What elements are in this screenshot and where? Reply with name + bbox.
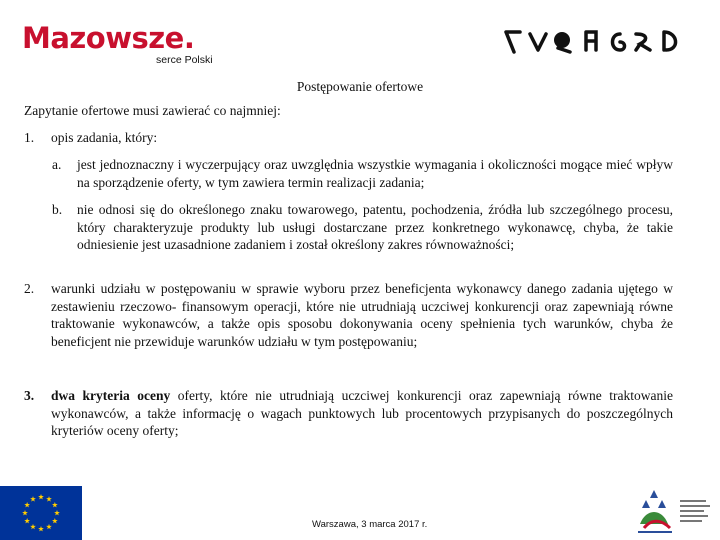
document-intro: Zapytanie ofertowe musi zawierać co najmniej: [24, 103, 281, 118]
item-text: opis zadania, który: [51, 130, 158, 145]
item-number: 1. [24, 130, 35, 145]
subitem-letter: b. [52, 202, 63, 217]
leader-logo-icon [500, 26, 700, 56]
item-text: warunki udziału w postępowaniu w sprawie wyboru przez beneficjenta wykonawcy danego zadania ujętego w zestawieniu rzeczowo- finansowym operacji, które nie utrudniają uczciwej konkurencji oraz zapewniają równe traktowanie wykonawców, a także opis sposobu dokonywania oceny spełnienia tych warunków, chyba że beneficjent nie przewiduje warunków udziału w tym postępowaniu; [51, 281, 673, 349]
item-number: 3. [24, 388, 35, 403]
footer-date: Warszawa, 3 marca 2017 r. [312, 519, 428, 530]
mazowsze-logo-wordmark: Mazowsze. [22, 21, 195, 55]
item-bold-prefix: dwa kryteria oceny [51, 388, 171, 403]
eu-flag-icon [0, 486, 82, 540]
subitem-letter: a. [52, 157, 62, 172]
rural-development-programme-logo-icon [632, 484, 720, 540]
item-text-rest: oferty, które nie utrudniają uczciwej konkurencji oraz zapewniają równe traktowanie wykonawców, a także informację o wagach punktowych lub procentowych przypisanych do poszczególnych kryteriów oceny oferty; [51, 388, 674, 438]
subitem-text: nie odnosi się do określonego znaku towarowego, patentu, pochodzenia, źródła lub szczególnego procesu, który charakteryzuje produkty lub usługi dostarczane przez konkretnego wykonawcę, chyba, że takie odniesienie jest uzasadnione zadaniem i został określony zakres równoważności; [77, 202, 673, 252]
item-text [51, 387, 673, 440]
item-number: 2. [24, 281, 35, 296]
mazowsze-logo [22, 22, 232, 68]
subitem-text: jest jednoznaczny i wyczerpujący oraz uwzględnia wszystkie wymagania i okoliczności mogące mieć wpływ na sporządzenie oferty, w tym zawiera termin realizacji zadania; [77, 157, 673, 190]
mazowsze-logo-subtitle: serce Polski [156, 54, 213, 66]
document-title: Postępowanie ofertowe [296, 79, 424, 94]
